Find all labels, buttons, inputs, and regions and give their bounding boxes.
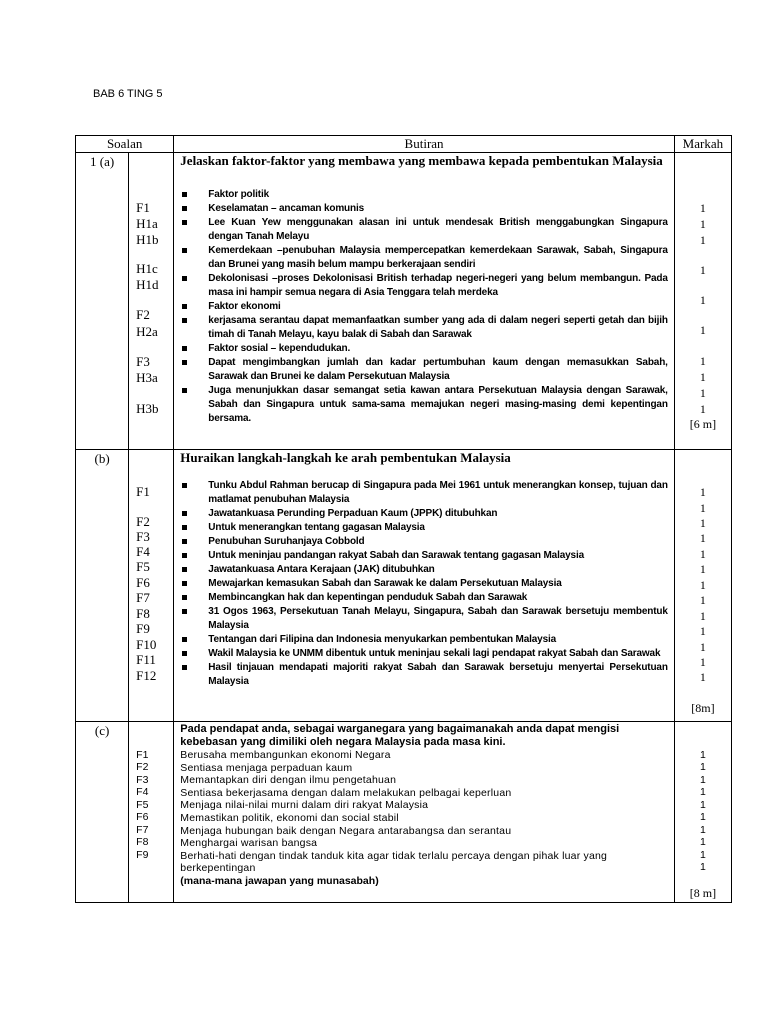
mark-value: 1 [699, 774, 706, 786]
answer-point [180, 272, 668, 300]
answer-point-text: Penubuhan Suruhanjaya Cobbold [208, 536, 365, 547]
mark-value: 1 [699, 293, 706, 307]
answer-point [180, 507, 668, 521]
point-code: F4 [136, 544, 150, 559]
point-code: F2 [136, 761, 149, 773]
question-number: 1 (a) [76, 153, 129, 450]
answer-point-text: 31 Ogos 1963, Persekutuan Tanah Melayu, Singapura, Sabah dan Sarawak bersetuju membentuk Malaysia [208, 606, 668, 631]
point-code: H1d [136, 277, 159, 292]
square-bullet-icon [182, 276, 187, 281]
answer-point [180, 314, 668, 342]
mark-value: 1 [699, 609, 706, 623]
square-bullet-icon [182, 511, 187, 516]
mark-value: 1 [699, 516, 706, 530]
answer-point [180, 216, 668, 244]
point-code: H2a [136, 324, 158, 339]
question-title: Pada pendapat anda, sebagai warganegara yang bagaimanakah anda dapat mengisi kebebasan yang dimiliki oleh negara Malaysia pada masa kini. [180, 723, 620, 748]
mark-value: 1 [699, 531, 706, 545]
header-soalan: Soalan [76, 136, 174, 153]
answer-point [180, 300, 668, 314]
point-code: H1b [136, 232, 159, 247]
answer-point: Sentiasa menjaga perpaduan kaum [180, 761, 353, 774]
marks-column [674, 153, 731, 450]
answer-point-text: Tunku Abdul Rahman berucap di Singapura pada Mei 1961 untuk menerangkan konsep, tujuan dan matlamat penubuhan Malaysia [208, 480, 668, 505]
mark-value: 1 [699, 640, 706, 654]
mark-value: 1 [699, 670, 706, 684]
square-bullet-icon [182, 220, 187, 225]
mark-value: 1 [699, 624, 706, 638]
answer-point: Menghargai warisan bangsa [180, 837, 318, 850]
mark-value: 1 [699, 861, 706, 873]
answer-point [180, 356, 668, 384]
answer-point [180, 521, 668, 535]
answer-point: Sentiasa bekerjasama dengan dalam melakukan pelbagai keperluan [180, 786, 512, 799]
point-code: H3a [136, 370, 158, 385]
point-code: H1c [136, 261, 158, 276]
mark-value: 1 [699, 749, 706, 761]
question-row-1c [76, 722, 732, 903]
mark-total: [8 m] [689, 886, 717, 900]
question-title: Huraikan langkah-langkah ke arah pembentukan Malaysia [180, 450, 511, 465]
point-code: F7 [136, 590, 150, 605]
mark-value: 1 [699, 402, 706, 416]
mark-value: 1 [699, 201, 706, 215]
point-code: F11 [136, 652, 156, 667]
answer-point [180, 577, 668, 591]
square-bullet-icon [182, 483, 187, 488]
answer-points [180, 188, 668, 426]
question-row-1b [76, 450, 732, 722]
mark-value: 1 [699, 217, 706, 231]
document-title: BAB 6 TING 5 [93, 88, 163, 100]
answer-point-text: Juga menunjukkan dasar semangat setia kawan antara Persekutuan Malaysia dengan Sarawak, Sabah dan Singapura untuk sama-sama memajukan negeri masing-masing demi kepentingan bersama. [208, 385, 668, 424]
answer-point [180, 188, 668, 202]
point-code: F1 [136, 200, 150, 215]
answer-point-text: Dekolonisasi –proses Dekolonisasi British terhadap negeri-negeri yang belum membangun. Pada masa ini hampir semua negara di Asia Tenggara telah merdeka [208, 273, 668, 298]
square-bullet-icon [182, 665, 187, 670]
mark-total: [6 m] [689, 417, 717, 431]
square-bullet-icon [182, 346, 187, 351]
point-codes [129, 153, 174, 450]
mark-total: [8m] [691, 701, 715, 715]
answer-point [180, 384, 668, 426]
question-row-1a [76, 153, 732, 450]
mark-value: 1 [699, 799, 706, 811]
square-bullet-icon [182, 360, 187, 365]
answer-point [180, 244, 668, 272]
answer-point [180, 535, 668, 549]
header-butiran: Butiran [174, 136, 675, 153]
point-code: F8 [136, 606, 150, 621]
mark-value: 1 [699, 824, 706, 836]
square-bullet-icon [182, 637, 187, 642]
answer-note: (mana-mana jawapan yang munasabah) [180, 874, 379, 887]
answer-point: Menjaga nilai-nilai murni dalam diri rakyat Malaysia [180, 799, 429, 812]
square-bullet-icon [182, 539, 187, 544]
answer-point [180, 591, 668, 605]
answer-point: Memastikan politik, ekonomi dan social stabil [180, 811, 399, 824]
point-code: F9 [136, 849, 149, 861]
mark-value: 1 [699, 386, 706, 400]
point-code: F6 [136, 811, 149, 823]
question-content [174, 450, 675, 722]
answer-point [180, 605, 668, 633]
answer-point-text: Faktor sosial – kependudukan. [208, 343, 351, 354]
point-code: F1 [136, 484, 150, 499]
answer-point: Menjaga hubungan baik dengan Negara antarabangsa dan serantau [180, 824, 512, 837]
answer-point [180, 342, 668, 356]
point-codes [129, 722, 174, 903]
point-code: H1a [136, 216, 158, 231]
marks-column [674, 722, 731, 903]
answer-point-text: Tentangan dari Filipina dan Indonesia menyukarkan pembentukan Malaysia [208, 634, 557, 645]
marking-scheme-table [75, 135, 732, 903]
square-bullet-icon [182, 567, 187, 572]
square-bullet-icon [182, 206, 187, 211]
mark-value: 1 [699, 578, 706, 592]
mark-value: 1 [699, 547, 706, 561]
answer-point [180, 549, 668, 563]
answer-point-text: Lee Kuan Yew menggunakan alasan ini untuk mendesak British menggabungkan Singapura dengan Tanah Melayu [208, 217, 668, 242]
question-number: (c) [76, 722, 129, 903]
mark-value: 1 [699, 233, 706, 247]
mark-value: 1 [699, 786, 706, 798]
answer-points [180, 479, 668, 689]
mark-value: 1 [699, 655, 706, 669]
point-code: F3 [136, 774, 149, 786]
square-bullet-icon [182, 609, 187, 614]
mark-value: 1 [699, 836, 706, 848]
mark-value: 1 [699, 811, 706, 823]
answer-points [180, 749, 668, 875]
point-code: F2 [136, 307, 150, 322]
answer-point: Berhati-hati dengan tindak tanduk kita agar tidak terlalu percaya dengan pihak luar yang berkepentingan [180, 849, 608, 875]
mark-value: 1 [699, 323, 706, 337]
square-bullet-icon [182, 581, 187, 586]
answer-point-text: Dapat mengimbangkan jumlah dan kadar pertumbuhan kaum dengan memasukkan Sabah, Sarawak dan Brunei ke dalam Persekutuan Malaysia [208, 357, 668, 382]
square-bullet-icon [182, 553, 187, 558]
square-bullet-icon [182, 388, 187, 393]
question-content [174, 722, 675, 903]
mark-value: 1 [699, 761, 706, 773]
point-code: F2 [136, 514, 150, 529]
point-code: F4 [136, 786, 149, 798]
answer-point [180, 479, 668, 507]
answer-point: Memantapkan diri dengan ilmu pengetahuan [180, 774, 397, 787]
point-code: H3b [136, 401, 159, 416]
header-markah: Markah [674, 136, 731, 153]
square-bullet-icon [182, 248, 187, 253]
point-code: F5 [136, 799, 149, 811]
answer-point [180, 633, 668, 647]
point-code: F1 [136, 749, 149, 761]
square-bullet-icon [182, 318, 187, 323]
mark-value: 1 [699, 354, 706, 368]
answer-point-text: Hasil tinjauan mendapati majoriti rakyat Sabah dan Sarawak bersetuju menyertai Persekutuan Malaysia [208, 662, 668, 687]
answer-point-text: Keselamatan – ancaman komunis [208, 203, 365, 214]
point-code: F3 [136, 529, 150, 544]
mark-value: 1 [699, 593, 706, 607]
point-code: F12 [136, 668, 157, 683]
point-code: F7 [136, 824, 149, 836]
question-content [174, 153, 675, 450]
answer-point-text: Untuk menerangkan tentang gagasan Malaysia [208, 522, 425, 533]
point-code: F9 [136, 621, 150, 636]
mark-value: 1 [699, 501, 706, 515]
square-bullet-icon [182, 595, 187, 600]
mark-value: 1 [699, 485, 706, 499]
answer-point-text: Wakil Malaysia ke UNMM dibentuk untuk meninjau sekali lagi pendapat rakyat Sabah dan Sarawak [208, 648, 661, 659]
answer-point-text: Untuk meninjau pandangan rakyat Sabah dan Sarawak tentang gagasan Malaysia [208, 550, 584, 561]
answer-point [180, 202, 668, 216]
square-bullet-icon [182, 651, 187, 656]
square-bullet-icon [182, 304, 187, 309]
answer-point-text: Jawatankuasa Antara Kerajaan (JAK) ditubuhkan [208, 564, 435, 575]
square-bullet-icon [182, 192, 187, 197]
answer-point-text: Mewajarkan kemasukan Sabah dan Sarawak ke dalam Persekutuan Malaysia [208, 578, 562, 589]
mark-value: 1 [699, 562, 706, 576]
question-number: (b) [76, 450, 129, 722]
answer-point [180, 563, 668, 577]
mark-value: 1 [699, 263, 706, 277]
answer-point-text: kerjasama serantau dapat memanfaatkan sumber yang ada di dalam negeri seperti getah dan bijih timah di Tanah Melayu, kayu balak di Sabah dan Sarawak [208, 315, 668, 340]
answer-point-text: Membincangkan hak dan kepentingan penduduk Sabah dan Sarawak [208, 592, 528, 603]
mark-value: 1 [699, 849, 706, 861]
answer-point [180, 661, 668, 689]
point-code: F6 [136, 575, 150, 590]
answer-point: Berusaha membangunkan ekonomi Negara [180, 749, 391, 761]
answer-point-text: Faktor politik [208, 189, 269, 200]
point-code: F3 [136, 354, 150, 369]
mark-value: 1 [699, 370, 706, 384]
answer-point-text: Jawatankuasa Perunding Perpaduan Kaum (JPPK) ditubuhkan [208, 508, 498, 519]
answer-point-text: Kemerdekaan –penubuhan Malaysia mempercepatkan kemerdekaan Sarawak, Sabah, Singapura dan Brunei yang masih belum mampu berkerajaan sendiri [208, 245, 668, 270]
answer-point [180, 647, 668, 661]
point-codes [129, 450, 174, 722]
question-title: Jelaskan faktor-faktor yang membawa yang membawa kepada pembentukan Malaysia [180, 153, 663, 168]
point-code: F10 [136, 637, 157, 652]
answer-point-text: Faktor ekonomi [208, 301, 281, 312]
header-row [76, 136, 732, 153]
point-code: F5 [136, 559, 150, 574]
marks-column [674, 450, 731, 722]
square-bullet-icon [182, 525, 187, 530]
point-code: F8 [136, 836, 149, 848]
